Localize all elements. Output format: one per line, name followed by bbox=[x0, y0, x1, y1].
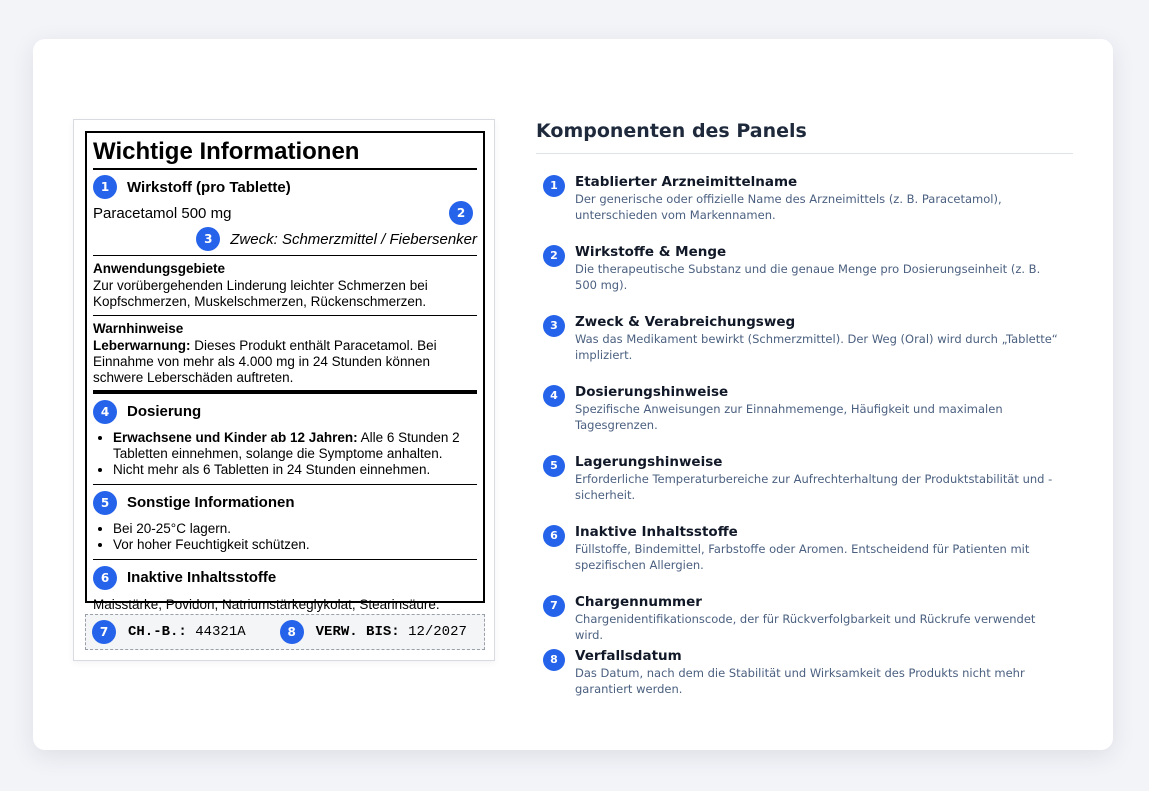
inactive-ingredients-section bbox=[93, 560, 477, 619]
dosage-section bbox=[93, 394, 477, 485]
component-number-badge: 8 bbox=[543, 649, 565, 671]
marker-badge-1: 1 bbox=[93, 175, 117, 199]
purpose-text: Zweck: Schmerzmittel / Fiebersenker bbox=[230, 230, 477, 248]
warnings-heading: Warnhinweise bbox=[93, 321, 184, 336]
inactive-ingredients-heading: Inaktive Inhaltsstoffe bbox=[127, 569, 277, 586]
batch-label: CH.-B.: bbox=[128, 624, 187, 640]
component-title: Zweck & Verabreichungsweg bbox=[575, 314, 796, 330]
list-item: • Nicht mehr als 6 Tabletten in 24 Stunden einnehmen. bbox=[113, 462, 477, 478]
facts-title: Wichtige Informationen bbox=[93, 137, 477, 170]
uses-section bbox=[93, 256, 477, 316]
component-number-badge: 5 bbox=[543, 455, 565, 477]
warnings-text bbox=[93, 338, 477, 386]
component-number-badge: 7 bbox=[543, 595, 565, 617]
batch-number bbox=[92, 620, 246, 644]
component-description: Die therapeutische Substanz und die genaue Menge pro Dosierungseinheit (z. B. 500 mg). bbox=[575, 262, 1041, 292]
component-title: Inaktive Inhaltsstoffe bbox=[575, 524, 738, 540]
component-description: Das Datum, nach dem die Stabilität und Wirksamkeit des Produkts nicht mehr garantiert werden. bbox=[575, 666, 1025, 696]
list-item: • Vor hoher Feuchtigkeit schützen. bbox=[113, 537, 477, 553]
component-description: Chargenidentifikationscode, der für Rückverfolgbarkeit und Rückrufe verwendet wird. bbox=[575, 612, 1036, 642]
component-item bbox=[543, 314, 1063, 363]
component-title: Chargennummer bbox=[575, 594, 702, 610]
other-info-heading: Sonstige Informationen bbox=[127, 494, 295, 511]
dosage-heading: Dosierung bbox=[127, 403, 202, 420]
component-title: Verfallsdatum bbox=[575, 648, 682, 664]
liver-warning-lead: Leberwarnung: bbox=[93, 338, 191, 353]
active-ingredient-heading: Wirkstoff (pro Tablette) bbox=[127, 178, 291, 196]
warnings-section bbox=[93, 316, 477, 394]
liver-warning-body: Dieses Produkt enthält Paracetamol. Bei Einnahme von mehr als 4.000 mg in 24 Stunden können schwere Leberschäden auftreten. bbox=[93, 338, 437, 385]
marker-badge-3: 3 bbox=[196, 227, 220, 251]
component-number-badge: 3 bbox=[543, 315, 565, 337]
component-number-badge: 1 bbox=[543, 175, 565, 197]
marker-badge-6: 6 bbox=[93, 566, 117, 590]
list-item: • Bei 20-25°C lagern. bbox=[113, 521, 477, 537]
component-title: Etablierter Arzneimittelname bbox=[575, 174, 798, 190]
drug-label bbox=[73, 119, 495, 661]
uses-heading: Anwendungsgebiete bbox=[93, 261, 226, 276]
component-description: Füllstoffe, Bindemittel, Farbstoffe oder Aromen. Entscheidend für Patienten mit spezifischen Allergien. bbox=[575, 542, 1030, 572]
component-title: Wirkstoffe & Menge bbox=[575, 244, 727, 260]
component-item bbox=[543, 244, 1063, 293]
other-info-section bbox=[93, 485, 477, 560]
dosage-item-text: Alle 6 Stunden 2 Tabletten einnehmen, solange die Symptome anhalten. bbox=[113, 430, 460, 461]
active-ingredient-value: Paracetamol 500 mg bbox=[93, 204, 232, 222]
list-item bbox=[113, 430, 477, 462]
batch-value: 44321A bbox=[195, 624, 246, 640]
marker-badge-5: 5 bbox=[93, 491, 117, 515]
component-item bbox=[543, 594, 1063, 643]
uses-text: Zur vorübergehenden Linderung leichter Schmerzen bei Kopfschmerzen, Muskelschmerzen, Rückenschmerzen. bbox=[93, 278, 428, 309]
marker-badge-2: 2 bbox=[449, 201, 473, 225]
component-number-badge: 2 bbox=[543, 245, 565, 267]
active-ingredient-section bbox=[93, 170, 477, 256]
component-description: Spezifische Anweisungen zur Einnahmemenge, Häufigkeit und maximalen Tagesgrenzen. bbox=[575, 402, 1003, 432]
marker-badge-7: 7 bbox=[92, 620, 116, 644]
component-item bbox=[543, 174, 1063, 223]
component-number-badge: 6 bbox=[543, 525, 565, 547]
other-info-list bbox=[113, 521, 477, 553]
dosage-list bbox=[113, 430, 477, 478]
component-title: Dosierungshinweise bbox=[575, 384, 729, 400]
expiry-date bbox=[280, 620, 467, 644]
expiry-value: 12/2027 bbox=[408, 624, 467, 640]
component-description: Erforderliche Temperaturbereiche zur Aufrechterhaltung der Produktstabilität und -sicherheit. bbox=[575, 472, 1053, 502]
component-description: Der generische oder offizielle Name des Arzneimittels (z. B. Paracetamol), unterschieden vom Markennamen. bbox=[575, 192, 1002, 222]
batch-expiry-row bbox=[85, 614, 485, 650]
marker-badge-8: 8 bbox=[280, 620, 304, 644]
component-item bbox=[543, 384, 1063, 433]
marker-badge-4: 4 bbox=[93, 400, 117, 424]
facts-panel bbox=[85, 131, 485, 612]
components-panel bbox=[536, 120, 1073, 696]
component-item bbox=[543, 454, 1063, 503]
component-item bbox=[543, 524, 1063, 573]
expiry-label: VERW. BIS: bbox=[315, 624, 400, 640]
component-description: Was das Medikament bewirkt (Schmerzmittel). Der Weg (Oral) wird durch „Tablette“ impliziert. bbox=[575, 332, 1058, 362]
dosage-item-lead: Erwachsene und Kinder ab 12 Jahren: bbox=[113, 430, 358, 445]
component-number-badge: 4 bbox=[543, 385, 565, 407]
inactive-ingredients-text: Maisstärke, Povidon, Natriumstärkeglykolat, Stearinsäure. bbox=[93, 597, 440, 612]
component-title: Lagerungshinweise bbox=[575, 454, 723, 470]
component-item bbox=[543, 648, 1063, 697]
panel-title: Komponenten des Panels bbox=[536, 120, 1073, 154]
